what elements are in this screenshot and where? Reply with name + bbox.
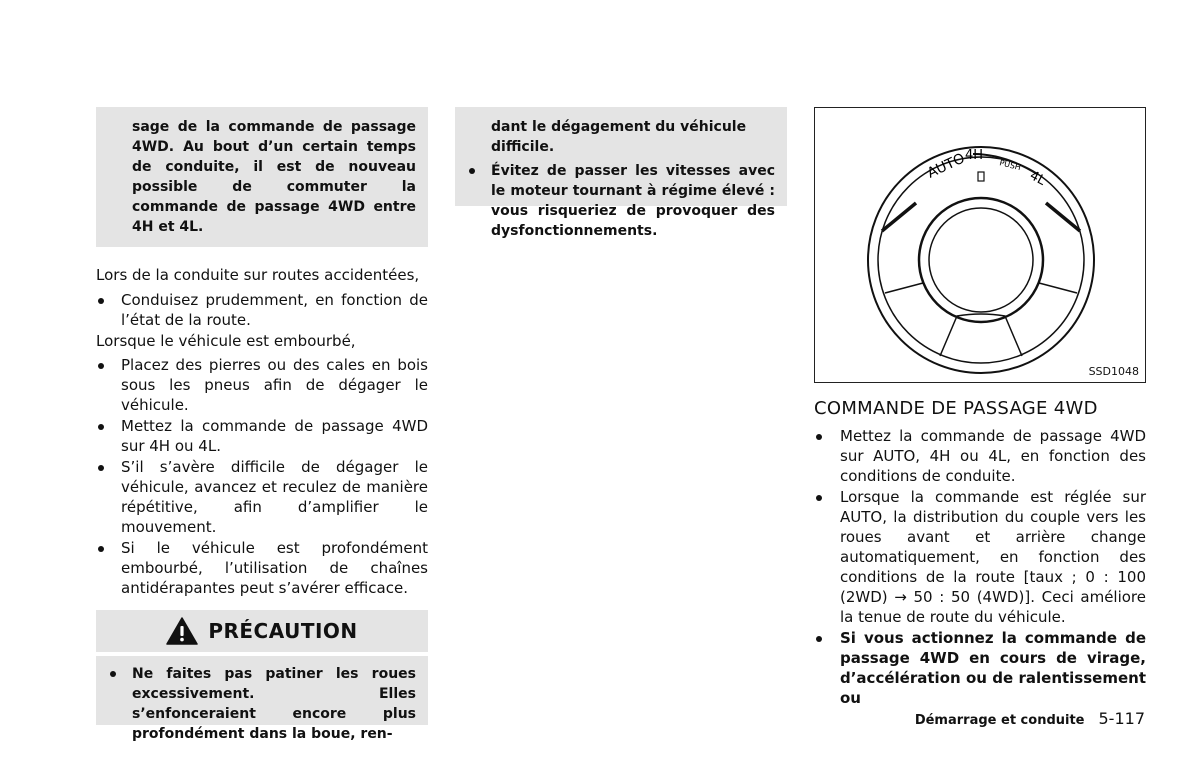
- bullet-icon: [98, 546, 104, 552]
- bullet-icon: [816, 495, 822, 501]
- 4wd-switch-list: [814, 426, 1146, 708]
- list-item: Mettez la commande de passage 4WD sur AUTO, 4H ou 4L, en fonction des conditions de conduite.: [814, 426, 1146, 486]
- dial-label-4l: 4L: [1027, 168, 1048, 189]
- caution-title: PRÉCAUTION: [208, 619, 358, 643]
- bullet-icon: [98, 363, 104, 369]
- page-number: 5-117: [1098, 709, 1145, 728]
- list-item: Ne faites pas patiner les roues excessivement. Elles s’enfonceraient encore plus profondément dans la boue, ren-: [132, 664, 416, 744]
- column-left: [96, 107, 428, 742]
- list-item: Mettez la commande de passage 4WD sur 4H ou 4L.: [96, 416, 428, 456]
- bullet-icon: [110, 671, 116, 677]
- caution-body: [96, 656, 428, 742]
- note-box-continued: [455, 107, 787, 239]
- bullet-icon: [98, 424, 104, 430]
- list-item: Évitez de passer les vitesses avec le moteur tournant à régime élevé : vous risqueriez de provoquer des dysfonctionnements.: [491, 161, 775, 241]
- note-box-continued: [96, 107, 428, 247]
- rough-road-list: [96, 290, 428, 330]
- list-item-bold: Si vous actionnez la commande de passage 4WD en cours de virage, d’accélération ou de ralentissement ou: [814, 628, 1146, 708]
- caution-list: [132, 664, 416, 744]
- bullet-icon: [469, 168, 475, 174]
- list-item: Placez des pierres ou des cales en bois sous les pneus afin de dégager le véhicule.: [96, 355, 428, 415]
- dial-label-4h: 4H: [965, 148, 984, 163]
- section-title: COMMANDE DE PASSAGE 4WD: [814, 398, 1098, 419]
- note-box-list: [491, 161, 775, 241]
- list-item: Si le véhicule est profondément embourbé, l’utilisation de chaînes antidérapantes peut s’avérer efficace.: [96, 538, 428, 598]
- warning-triangle-icon: [166, 617, 198, 645]
- list-item: Lorsque la commande est réglée sur AUTO, la distribution du couple vers les roues avant et arrière change automatiquement, en fonction des conditions de la route [taux ; 0 : 100 (2WD) → 50 : 50 (4WD)]. Ceci améliore la tenue de route du véhicule.: [814, 487, 1146, 627]
- dial-label-push: PUSH: [998, 158, 1022, 173]
- bullet-icon: [816, 434, 822, 440]
- caution-header: [96, 610, 428, 652]
- note-box-lead: dant le dégagement du véhicule difficile.: [491, 119, 747, 155]
- mud-intro: Lorsque le véhicule est embourbé,: [96, 331, 356, 350]
- dial-label-auto: AUTO: [924, 150, 968, 182]
- column-right: [814, 107, 1146, 709]
- list-item: S’il s’avère difficile de dégager le véhicule, avancez et reculez de manière répétitive, afin d’amplifier le mouvement.: [96, 457, 428, 537]
- page-footer: [915, 709, 1145, 728]
- bullet-icon: [98, 298, 104, 304]
- rough-road-intro: Lors de la conduite sur routes accidentées,: [96, 266, 420, 284]
- mud-list: [96, 355, 428, 598]
- list-item: Conduisez prudemment, en fonction de l’état de la route.: [96, 290, 428, 330]
- note-box-text: sage de la commande de passage 4WD. Au bout d’un certain temps de conduite, il est de nouveau possible de commuter la commande de passage 4WD entre 4H et 4L.: [132, 119, 416, 235]
- column-middle: [455, 107, 787, 239]
- figure-code: SSD1048: [1088, 365, 1139, 378]
- bullet-icon: [98, 465, 104, 471]
- 4wd-switch-dial-illustration: [815, 108, 1147, 384]
- bullet-icon: [816, 636, 822, 642]
- footer-section-name: Démarrage et conduite: [914, 713, 1085, 728]
- 4wd-switch-figure: [814, 107, 1146, 383]
